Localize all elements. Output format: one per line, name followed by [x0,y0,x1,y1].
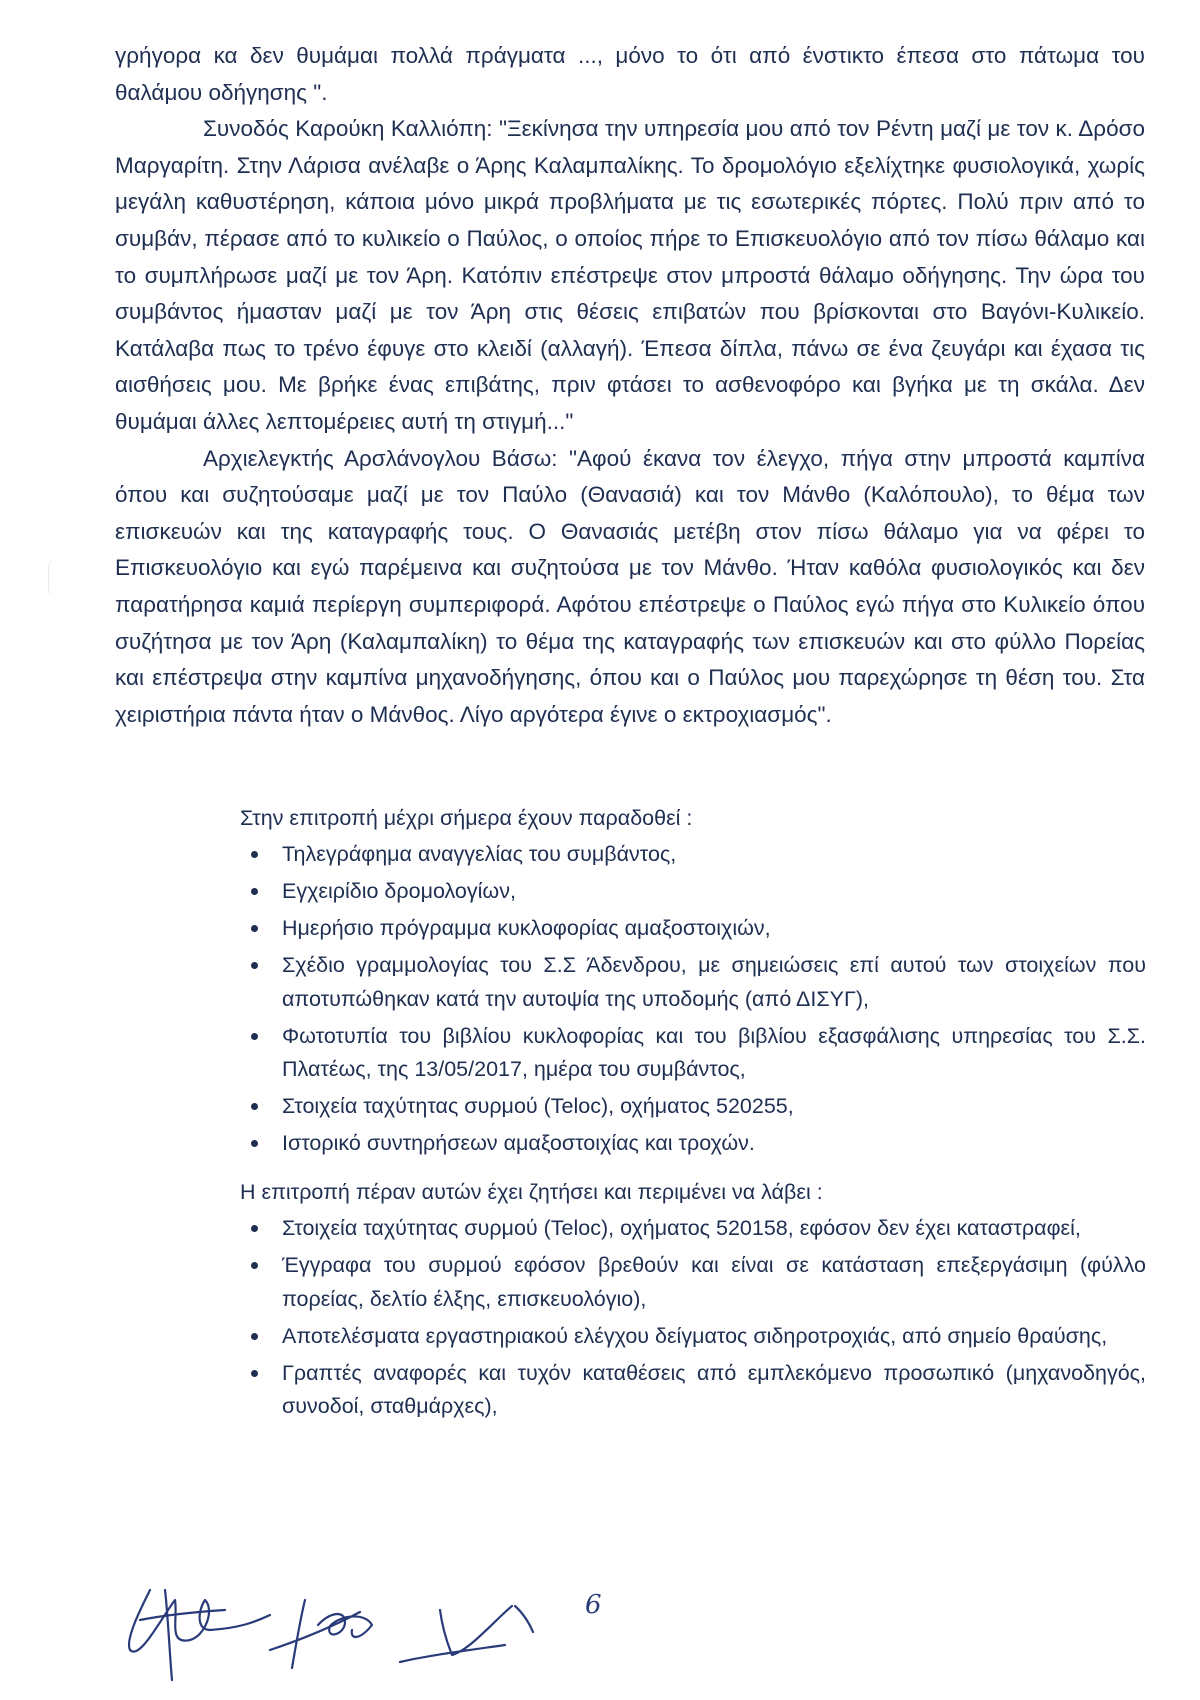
list-item: Φωτοτυπία του βιβλίου κυκλοφορίας και του βιβλίου εξασφάλισης υπηρεσίας του Σ.Σ. Πλατέως, της 13/05/2017, ημέρα του συμβάντος, [282,1020,1146,1087]
list-item: Στοιχεία ταχύτητας συρμού (Teloc), οχήματος 520255, [282,1090,1146,1124]
paragraph-arslanoglou-statement: Αρχιελεγκτής Αρσλάνογλου Βάσω: "Αφού έκανα τον έλεγχο, πήγα στην μπροστά καμπίνα όπου και συζητούσαμε μαζί με τον Παύλο (Θανασιά) και τον Μάνθο (Καλόπουλο), το θέμα των επισκευών και της καταγραφής τους. Ο Θανασιάς μετέβη στον πίσω θάλαμο για να φέρει το Επισκευολόγιο και εγώ παρέμεινα και συζητούσα με τον Μάνθο. Ήταν καθόλα φυσιολογικός και δεν παρατήρησα καμιά περίεργη συμπεριφορά. Αφότου επέστρεψε ο Παύλος εγώ πήγα στο Κυλικείο όπου συζήτησα με τον Άρη (Καλαμπαλίκη) το θέμα της καταγραφής των επισκευών και στο φύλλο Πορείας και επέστρεψα στην καμπίνα μηχανοδήγησης, όπου και ο Παύλος μου παρεχώρησε τη θέση του. Στα χειριστήρια πάντα ήταν ο Μάνθος. Λίγο αργότερα έγινε ο εκτροχιασμός". [115,445,1145,727]
delivered-intro: Στην επιτροπή μέχρι σήμερα έχουν παραδοθεί : [240,806,693,830]
requested-intro: Η επιτροπή πέραν αυτών έχει ζητήσει και περιμένει να λάβει : [240,1180,823,1204]
list-item: Γραπτές αναφορές και τυχόν καταθέσεις από εμπλεκόμενο προσωπικό (μηχανοδηγός, συνοδοί, σταθμάρχες), [282,1357,1146,1424]
scan-artifact [48,560,63,596]
list-item: Αποτελέσματα εργαστηριακού ελέγχου δείγματος σιδηροτροχιάς, από σημείο θραύσης, [282,1320,1146,1354]
list-item: Ημερήσιο πρόγραμμα κυκλοφορίας αμαξοστοιχιών, [282,912,1146,946]
list-item: Έγγραφα του συρμού εφόσον βρεθούν και είναι σε κατάσταση επεξεργάσιμη (φύλλο πορείας, δελτίο έλξης, επισκευολόγιο), [282,1249,1146,1316]
signature-1 [129,1590,270,1680]
delivered-list [282,838,1146,1164]
list-item: Εγχειρίδιο δρομολογίων, [282,875,1146,909]
list-item: Τηλεγράφημα αναγγελίας του συμβάντος, [282,838,1146,872]
paragraph-karouki-statement: Συνοδός Καρούκη Καλλιόπη: "Ξεκίνησα την υπηρεσία μου από τον Ρέντη μαζί με τον κ. Δρόσο Μαργαρίτη. Στην Λάρισα ανέλαβε ο Άρης Καλαμπαλίκης. Το δρομολόγιο εξελίχτηκε φυσιολογικά, χωρίς μεγάλη καθυστέρηση, κάποια μόνο μικρά προβλήματα με τις εσωτερικές πόρτες. Πολύ πριν από το συμβάν, πέρασε από το κυλικείο ο Παύλος, ο οποίος πήρε το Επισκευολόγιο από τον πίσω θάλαμο και το συμπλήρωσε μαζί με τον Άρη. Κατόπιν επέστρεψε στον μπροστά θάλαμο οδήγησης. Την ώρα του συμβάντος ήμασταν μαζί με τον Άρη στις θέσεις επιβατών που βρίσκονται στο Βαγόνι-Κυλικείο. Κατάλαβα πως το τρένο έφυγε στο κλειδί (αλλαγή). Έπεσα δίπλα, πάνω σε ένα ζευγάρι και έχασα τις αισθήσεις μου. Με βρήκε ένας επιβάτης, πριν φτάσει το ασθενοφόρο και βγήκα με τη σκάλα. Δεν θυμάμαι άλλες λεπτομέρειες αυτή τη στιγμή..." [115,116,1145,434]
list-item: Στοιχεία ταχύτητας συρμού (Teloc), οχήματος 520158, εφόσον δεν έχει καταστραφεί, [282,1212,1146,1246]
signature-3 [400,1606,533,1662]
list-item: Σχέδιο γραμμολογίας του Σ.Σ Άδενδρου, με σημειώσεις επί αυτού των στοιχείων που αποτυπώθηκαν κατά την αυτοψία της υποδομής (από ΔΙΣΥΓ), [282,949,1146,1016]
list-item: Ιστορικό συντηρήσεων αμαξοστοιχίας και τροχών. [282,1127,1146,1161]
page-number: 6 [585,1590,602,1620]
body-text [115,38,1145,733]
paragraph-continuation: γρήγορα κα δεν θυμάμαι πολλά πράγματα ..., μόνο το ότι από ένστικτο έπεσα στο πάτωμα του θαλάμου οδήγησης ". [115,43,1145,105]
signature-2 [270,1600,372,1668]
requested-list [282,1212,1146,1427]
